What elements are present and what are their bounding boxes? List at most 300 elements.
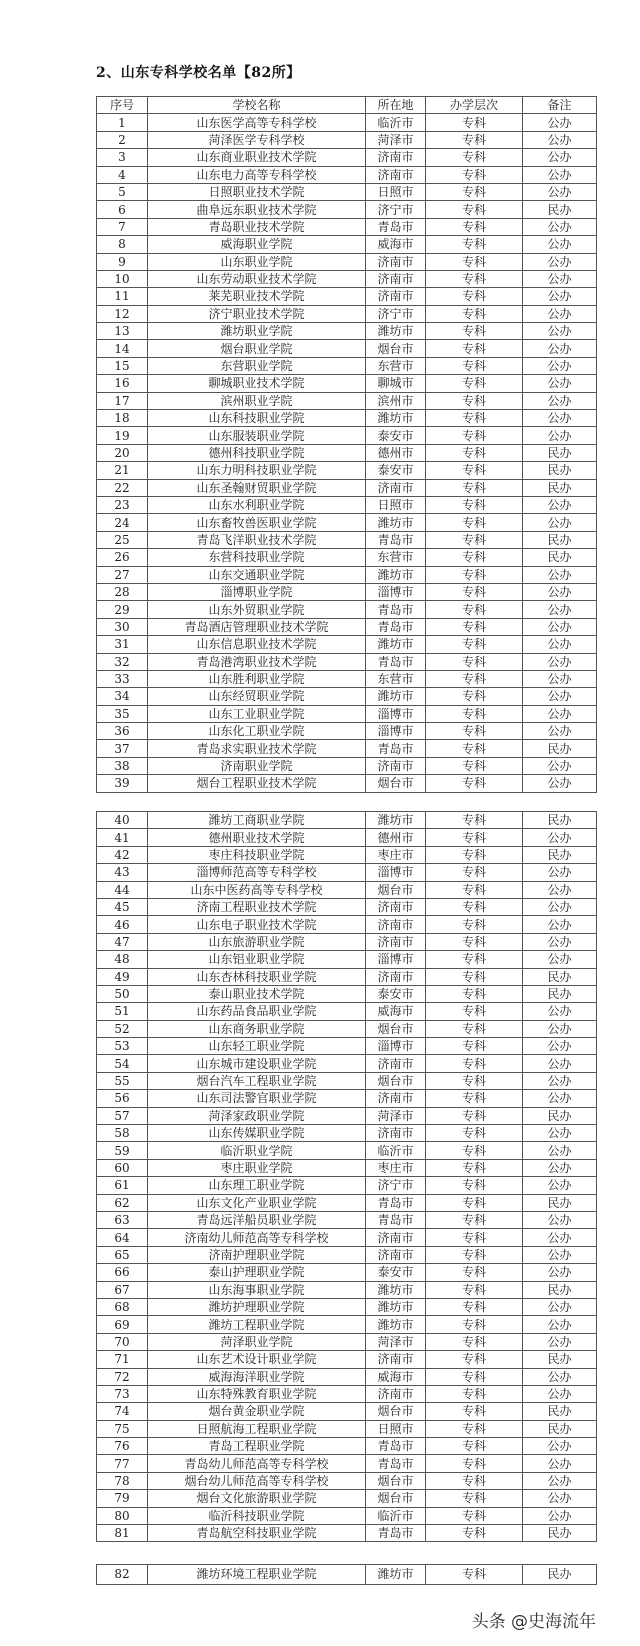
cell-location: 济南市 — [366, 1090, 426, 1107]
cell-school-name: 山东胜利职业学院 — [148, 670, 366, 687]
cell-location: 济南市 — [366, 253, 426, 270]
cell-remark: 公办 — [523, 775, 597, 792]
cell-location: 潍坊市 — [366, 566, 426, 583]
cell-location: 济南市 — [366, 898, 426, 915]
cell-location: 德州市 — [366, 829, 426, 846]
cell-level: 专科 — [426, 705, 523, 722]
cell-location: 烟台市 — [366, 340, 426, 357]
table-row — [97, 864, 597, 881]
cell-level: 专科 — [426, 881, 523, 898]
table-row — [97, 618, 597, 635]
cell-school-name: 山东外贸职业学院 — [148, 601, 366, 618]
cell-remark: 民办 — [523, 1565, 597, 1585]
cell-level: 专科 — [426, 1565, 523, 1585]
table-row — [97, 270, 597, 287]
cell-location: 济宁市 — [366, 201, 426, 218]
cell-remark: 公办 — [523, 357, 597, 374]
cell-level: 专科 — [426, 375, 523, 392]
cell-index: 78 — [97, 1472, 148, 1489]
cell-remark: 公办 — [523, 1229, 597, 1246]
cell-location: 潍坊市 — [366, 1298, 426, 1315]
header-location: 所在地 — [366, 97, 426, 114]
cell-level: 专科 — [426, 1490, 523, 1507]
table-row — [97, 1229, 597, 1246]
cell-school-name: 聊城职业技术学院 — [148, 375, 366, 392]
cell-index: 5 — [97, 183, 148, 200]
cell-remark: 公办 — [523, 410, 597, 427]
cell-location: 潍坊市 — [366, 636, 426, 653]
cell-school-name: 临沂职业学院 — [148, 1142, 366, 1159]
cell-index: 62 — [97, 1194, 148, 1211]
cell-level: 专科 — [426, 131, 523, 148]
cell-index: 53 — [97, 1038, 148, 1055]
cell-location: 德州市 — [366, 444, 426, 461]
cell-location: 济宁市 — [366, 1177, 426, 1194]
cell-location: 潍坊市 — [366, 1316, 426, 1333]
cell-remark: 公办 — [523, 149, 597, 166]
cell-remark: 民办 — [523, 1281, 597, 1298]
cell-remark: 公办 — [523, 514, 597, 531]
cell-school-name: 山东交通职业学院 — [148, 566, 366, 583]
cell-remark: 民办 — [523, 1403, 597, 1420]
cell-school-name: 山东轻工职业学院 — [148, 1038, 366, 1055]
cell-level: 专科 — [426, 253, 523, 270]
cell-remark: 公办 — [523, 1177, 597, 1194]
cell-school-name: 潍坊职业学院 — [148, 323, 366, 340]
cell-remark: 公办 — [523, 340, 597, 357]
cell-location: 泰安市 — [366, 427, 426, 444]
cell-level: 专科 — [426, 218, 523, 235]
cell-school-name: 山东服装职业学院 — [148, 427, 366, 444]
cell-remark: 民办 — [523, 479, 597, 496]
cell-remark: 公办 — [523, 236, 597, 253]
table-row — [97, 812, 597, 829]
cell-level: 专科 — [426, 1159, 523, 1176]
table-row — [97, 1211, 597, 1228]
cell-school-name: 青岛工程职业学院 — [148, 1438, 366, 1455]
table-row — [97, 775, 597, 792]
table-row — [97, 1159, 597, 1176]
cell-index: 7 — [97, 218, 148, 235]
cell-remark: 公办 — [523, 688, 597, 705]
cell-location: 济南市 — [366, 1246, 426, 1263]
cell-remark: 公办 — [523, 566, 597, 583]
cell-level: 专科 — [426, 270, 523, 287]
table-row — [97, 1038, 597, 1055]
cell-level: 专科 — [426, 514, 523, 531]
cell-school-name: 潍坊工商职业学院 — [148, 812, 366, 829]
cell-remark: 民办 — [523, 1194, 597, 1211]
cell-school-name: 山东理工职业学院 — [148, 1177, 366, 1194]
cell-index: 49 — [97, 968, 148, 985]
cell-level: 专科 — [426, 1455, 523, 1472]
table-row — [97, 1090, 597, 1107]
cell-index: 55 — [97, 1072, 148, 1089]
cell-level: 专科 — [426, 1177, 523, 1194]
cell-level: 专科 — [426, 496, 523, 513]
cell-level: 专科 — [426, 427, 523, 444]
table-row — [97, 1072, 597, 1089]
cell-index: 47 — [97, 933, 148, 950]
cell-index: 9 — [97, 253, 148, 270]
cell-school-name: 青岛求实职业技术学院 — [148, 740, 366, 757]
cell-location: 济南市 — [366, 933, 426, 950]
table-row — [97, 846, 597, 863]
cell-remark: 民办 — [523, 968, 597, 985]
cell-index: 51 — [97, 1003, 148, 1020]
cell-level: 专科 — [426, 1038, 523, 1055]
cell-index: 31 — [97, 636, 148, 653]
table-row — [97, 496, 597, 513]
cell-level: 专科 — [426, 462, 523, 479]
cell-school-name: 东营职业学院 — [148, 357, 366, 374]
cell-school-name: 山东司法警官职业学院 — [148, 1090, 366, 1107]
cell-school-name: 山东杏林科技职业学院 — [148, 968, 366, 985]
cell-index: 12 — [97, 305, 148, 322]
cell-index: 13 — [97, 323, 148, 340]
cell-level: 专科 — [426, 149, 523, 166]
cell-remark: 公办 — [523, 1490, 597, 1507]
cell-remark: 民办 — [523, 846, 597, 863]
cell-location: 日照市 — [366, 183, 426, 200]
cell-location: 威海市 — [366, 1003, 426, 1020]
cell-school-name: 菏泽医学专科学校 — [148, 131, 366, 148]
table-row — [97, 1472, 597, 1489]
cell-level: 专科 — [426, 566, 523, 583]
cell-school-name: 威海职业学院 — [148, 236, 366, 253]
cell-school-name: 山东海事职业学院 — [148, 1281, 366, 1298]
cell-level: 专科 — [426, 340, 523, 357]
cell-school-name: 潍坊环境工程职业学院 — [148, 1565, 366, 1585]
cell-level: 专科 — [426, 1420, 523, 1437]
cell-index: 67 — [97, 1281, 148, 1298]
table-row — [97, 601, 597, 618]
table-row — [97, 757, 597, 774]
cell-level: 专科 — [426, 951, 523, 968]
cell-location: 济宁市 — [366, 305, 426, 322]
cell-school-name: 临沂科技职业学院 — [148, 1507, 366, 1524]
cell-level: 专科 — [426, 305, 523, 322]
table-row — [97, 1281, 597, 1298]
cell-index: 40 — [97, 812, 148, 829]
cell-index: 52 — [97, 1020, 148, 1037]
table-row — [97, 1107, 597, 1124]
cell-school-name: 枣庄职业学院 — [148, 1159, 366, 1176]
cell-remark: 公办 — [523, 323, 597, 340]
cell-location: 济南市 — [366, 968, 426, 985]
cell-location: 临沂市 — [366, 1142, 426, 1159]
cell-remark: 民办 — [523, 201, 597, 218]
cell-school-name: 潍坊工程职业学院 — [148, 1316, 366, 1333]
cell-school-name: 青岛航空科技职业学院 — [148, 1525, 366, 1542]
cell-remark: 公办 — [523, 392, 597, 409]
header-level: 办学层次 — [426, 97, 523, 114]
cell-school-name: 山东电力高等专科学校 — [148, 166, 366, 183]
cell-level: 专科 — [426, 1194, 523, 1211]
cell-index: 21 — [97, 462, 148, 479]
cell-index: 44 — [97, 881, 148, 898]
cell-level: 专科 — [426, 444, 523, 461]
cell-index: 81 — [97, 1525, 148, 1542]
cell-school-name: 烟台汽车工程职业学院 — [148, 1072, 366, 1089]
table-row — [97, 514, 597, 531]
cell-index: 74 — [97, 1403, 148, 1420]
cell-school-name: 山东药品食品职业学院 — [148, 1003, 366, 1020]
cell-level: 专科 — [426, 670, 523, 687]
table-row — [97, 1194, 597, 1211]
table-row — [97, 444, 597, 461]
cell-school-name: 泰山职业技术学院 — [148, 985, 366, 1002]
cell-school-name: 东营科技职业学院 — [148, 549, 366, 566]
cell-remark: 公办 — [523, 305, 597, 322]
cell-level: 专科 — [426, 653, 523, 670]
cell-school-name: 山东中医药高等专科学校 — [148, 881, 366, 898]
cell-level: 专科 — [426, 846, 523, 863]
cell-index: 37 — [97, 740, 148, 757]
cell-location: 烟台市 — [366, 1072, 426, 1089]
cell-level: 专科 — [426, 1020, 523, 1037]
cell-index: 43 — [97, 864, 148, 881]
table-row — [97, 183, 597, 200]
cell-school-name: 淄博师范高等专科学校 — [148, 864, 366, 881]
cell-level: 专科 — [426, 1125, 523, 1142]
table-row — [97, 583, 597, 600]
cell-location: 济南市 — [366, 757, 426, 774]
cell-location: 济南市 — [366, 1125, 426, 1142]
cell-remark: 公办 — [523, 253, 597, 270]
table-row — [97, 1020, 597, 1037]
table-row — [97, 1403, 597, 1420]
table-header-row — [97, 97, 597, 114]
cell-level: 专科 — [426, 1438, 523, 1455]
cell-school-name: 潍坊护理职业学院 — [148, 1298, 366, 1315]
cell-location: 青岛市 — [366, 1438, 426, 1455]
cell-index: 75 — [97, 1420, 148, 1437]
cell-school-name: 泰山护理职业学院 — [148, 1264, 366, 1281]
table-row — [97, 898, 597, 915]
cell-location: 济南市 — [366, 288, 426, 305]
cell-index: 80 — [97, 1507, 148, 1524]
cell-level: 专科 — [426, 583, 523, 600]
cell-location: 济南市 — [366, 916, 426, 933]
cell-location: 青岛市 — [366, 1211, 426, 1228]
table-row — [97, 427, 597, 444]
cell-remark: 公办 — [523, 218, 597, 235]
table-row — [97, 653, 597, 670]
cell-remark: 公办 — [523, 1020, 597, 1037]
cell-remark: 公办 — [523, 1211, 597, 1228]
cell-remark: 公办 — [523, 898, 597, 915]
cell-level: 专科 — [426, 531, 523, 548]
cell-location: 潍坊市 — [366, 1281, 426, 1298]
cell-remark: 民办 — [523, 1525, 597, 1542]
table-row — [97, 340, 597, 357]
cell-level: 专科 — [426, 323, 523, 340]
cell-school-name: 青岛职业技术学院 — [148, 218, 366, 235]
cell-school-name: 菏泽家政职业学院 — [148, 1107, 366, 1124]
cell-location: 烟台市 — [366, 1490, 426, 1507]
cell-remark: 民办 — [523, 1420, 597, 1437]
cell-remark: 公办 — [523, 864, 597, 881]
cell-level: 专科 — [426, 1333, 523, 1350]
cell-school-name: 青岛远洋船员职业学院 — [148, 1211, 366, 1228]
cell-level: 专科 — [426, 288, 523, 305]
cell-index: 20 — [97, 444, 148, 461]
cell-location: 潍坊市 — [366, 514, 426, 531]
cell-index: 68 — [97, 1298, 148, 1315]
table-row — [97, 566, 597, 583]
cell-location: 泰安市 — [366, 985, 426, 1002]
cell-school-name: 日照职业技术学院 — [148, 183, 366, 200]
cell-remark: 公办 — [523, 1298, 597, 1315]
cell-remark: 公办 — [523, 653, 597, 670]
cell-index: 79 — [97, 1490, 148, 1507]
cell-remark: 公办 — [523, 618, 597, 635]
cell-index: 15 — [97, 357, 148, 374]
cell-location: 济南市 — [366, 1385, 426, 1402]
cell-remark: 民办 — [523, 812, 597, 829]
cell-location: 东营市 — [366, 670, 426, 687]
table-row — [97, 149, 597, 166]
cell-remark: 公办 — [523, 1368, 597, 1385]
cell-level: 专科 — [426, 479, 523, 496]
cell-location: 淄博市 — [366, 723, 426, 740]
cell-school-name: 济南护理职业学院 — [148, 1246, 366, 1263]
cell-level: 专科 — [426, 1090, 523, 1107]
table-row — [97, 114, 597, 131]
cell-location: 菏泽市 — [366, 131, 426, 148]
cell-remark: 公办 — [523, 916, 597, 933]
cell-school-name: 山东畜牧兽医职业学院 — [148, 514, 366, 531]
cell-location: 淄博市 — [366, 583, 426, 600]
cell-remark: 公办 — [523, 1246, 597, 1263]
table-row — [97, 357, 597, 374]
table-row — [97, 1438, 597, 1455]
cell-index: 14 — [97, 340, 148, 357]
cell-index: 69 — [97, 1316, 148, 1333]
cell-index: 66 — [97, 1264, 148, 1281]
cell-remark: 公办 — [523, 583, 597, 600]
cell-level: 专科 — [426, 1211, 523, 1228]
header-index: 序号 — [97, 97, 148, 114]
cell-location: 菏泽市 — [366, 1333, 426, 1350]
table-row — [97, 1125, 597, 1142]
cell-location: 济南市 — [366, 1229, 426, 1246]
table-row — [97, 1490, 597, 1507]
cell-location: 临沂市 — [366, 114, 426, 131]
cell-location: 东营市 — [366, 549, 426, 566]
table-row — [97, 218, 597, 235]
cell-level: 专科 — [426, 549, 523, 566]
cell-location: 青岛市 — [366, 618, 426, 635]
cell-index: 22 — [97, 479, 148, 496]
cell-level: 专科 — [426, 1316, 523, 1333]
cell-remark: 公办 — [523, 829, 597, 846]
table-row — [97, 1351, 597, 1368]
cell-level: 专科 — [426, 688, 523, 705]
cell-level: 专科 — [426, 864, 523, 881]
table-row — [97, 462, 597, 479]
cell-index: 65 — [97, 1246, 148, 1263]
cell-location: 淄博市 — [366, 864, 426, 881]
cell-remark: 民办 — [523, 531, 597, 548]
cell-location: 青岛市 — [366, 1525, 426, 1542]
table-row — [97, 1264, 597, 1281]
cell-level: 专科 — [426, 1472, 523, 1489]
cell-school-name: 山东医学高等专科学校 — [148, 114, 366, 131]
table-row — [97, 1507, 597, 1524]
cell-school-name: 山东特殊教育职业学院 — [148, 1385, 366, 1402]
cell-school-name: 山东化工职业学院 — [148, 723, 366, 740]
cell-location: 青岛市 — [366, 531, 426, 548]
cell-level: 专科 — [426, 1525, 523, 1542]
cell-level: 专科 — [426, 933, 523, 950]
table-row — [97, 549, 597, 566]
cell-location: 青岛市 — [366, 218, 426, 235]
cell-school-name: 山东信息职业技术学院 — [148, 636, 366, 653]
cell-school-name: 山东工业职业学院 — [148, 705, 366, 722]
cell-level: 专科 — [426, 985, 523, 1002]
cell-index: 17 — [97, 392, 148, 409]
cell-level: 专科 — [426, 1055, 523, 1072]
cell-remark: 公办 — [523, 166, 597, 183]
cell-index: 50 — [97, 985, 148, 1002]
watermark: 头条 @史海流年 — [471, 1612, 596, 1632]
cell-level: 专科 — [426, 166, 523, 183]
cell-location: 济南市 — [366, 166, 426, 183]
table-row — [97, 985, 597, 1002]
cell-location: 济南市 — [366, 479, 426, 496]
cell-school-name: 山东传媒职业学院 — [148, 1125, 366, 1142]
cell-remark: 公办 — [523, 131, 597, 148]
cell-location: 威海市 — [366, 1368, 426, 1385]
cell-level: 专科 — [426, 757, 523, 774]
table-row — [97, 1003, 597, 1020]
cell-remark: 公办 — [523, 1090, 597, 1107]
cell-school-name: 山东文化产业职业学院 — [148, 1194, 366, 1211]
cell-level: 专科 — [426, 968, 523, 985]
cell-level: 专科 — [426, 812, 523, 829]
table-row — [97, 410, 597, 427]
cell-school-name: 山东商业职业技术学院 — [148, 149, 366, 166]
table-row — [97, 881, 597, 898]
cell-level: 专科 — [426, 916, 523, 933]
cell-level: 专科 — [426, 1246, 523, 1263]
table-row — [97, 288, 597, 305]
cell-remark: 民办 — [523, 549, 597, 566]
cell-school-name: 淄博职业学院 — [148, 583, 366, 600]
cell-index: 70 — [97, 1333, 148, 1350]
cell-index: 41 — [97, 829, 148, 846]
cell-remark: 公办 — [523, 1333, 597, 1350]
table-row — [97, 1246, 597, 1263]
cell-remark: 公办 — [523, 1264, 597, 1281]
cell-index: 45 — [97, 898, 148, 915]
table-row — [97, 166, 597, 183]
cell-remark: 民办 — [523, 1351, 597, 1368]
cell-level: 专科 — [426, 1507, 523, 1524]
table-row — [97, 916, 597, 933]
cell-school-name: 菏泽职业学院 — [148, 1333, 366, 1350]
cell-level: 专科 — [426, 201, 523, 218]
cell-index: 2 — [97, 131, 148, 148]
cell-remark: 公办 — [523, 951, 597, 968]
cell-location: 济南市 — [366, 270, 426, 287]
cell-remark: 民办 — [523, 444, 597, 461]
cell-index: 28 — [97, 583, 148, 600]
table-row — [97, 1525, 597, 1542]
cell-location: 潍坊市 — [366, 688, 426, 705]
